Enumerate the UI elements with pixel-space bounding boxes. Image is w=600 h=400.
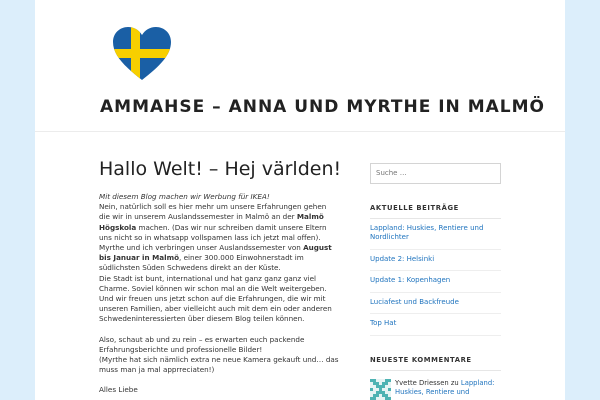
post-text: Also, schaut ab und zu rein – es erwarten euch packende Erfahrungsberichte und professionelle Bilder! <box>99 334 305 354</box>
recent-post-link[interactable]: Top Hat <box>370 319 397 327</box>
post-text: Myrthe und ich verbringen unser Auslandssemester von <box>99 243 304 253</box>
post-text: Nein, natürlich soll es hier mehr um unsere Erfahrungen gehen die wir in unserem Auslandssemester in Malmö an der <box>99 202 327 222</box>
recent-post-item <box>370 293 501 315</box>
post-text: (Myrthe hat sich nämlich extra ne neue Kamera gekauft und… das muss man ja mal apprreciaten!) <box>99 355 339 375</box>
recent-post-link[interactable]: Lappland: Huskies, Rentiere und Nordlichter <box>370 223 484 241</box>
sidebar <box>370 160 501 400</box>
comment-connector: zu <box>448 378 461 387</box>
recent-comment <box>370 379 501 400</box>
post-paragraph <box>99 385 339 395</box>
post-text: machen. (Das wir nur schreiben damit unsere Eltern uns nicht so in whatsapp vollspamen lass ich jetzt mal offen). <box>99 222 327 242</box>
post-intro: Mit diesem Blog machen wir Werbung für IKEA! <box>99 192 270 201</box>
post-paragraph <box>99 335 339 376</box>
recent-post-link[interactable]: Update 2: Helsinki <box>370 254 435 263</box>
post-title[interactable]: Hallo Welt! – Hej världen! <box>99 158 342 180</box>
post-text: Alles Liebe <box>99 385 138 395</box>
comment-text <box>395 379 501 398</box>
post-body <box>99 192 339 396</box>
post-text-bold: Malmö Högskola <box>99 212 324 232</box>
recent-post-link[interactable]: Update 1: Kopenhagen <box>370 276 451 284</box>
main-content <box>99 158 342 400</box>
recent-posts-list <box>370 219 501 336</box>
recent-posts-title: AKTUELLE BEITRÄGE <box>370 204 501 219</box>
comment-post-link[interactable]: Lappland: Huskies, Rentiere und <box>395 378 495 396</box>
site-title[interactable]: AMMAHSE – ANNA UND MYRTHE IN MALMÖ <box>100 97 545 117</box>
post-text: Die Stadt ist bunt, international und hat ganz ganz ganz viel Charme. Soviel können wir schon mal an die Welt weitergeben. Und wir freuen uns jetzt schon auf die Erfahrungen, die wir mit unseren Familien, aber vielleicht auch mit dem ein oder anderen Schwedeninteressierten über diesem Blog teilen können. <box>99 273 332 324</box>
site-header <box>35 0 565 132</box>
post-text: , einer 300.000 Einwohnerstadt im südlichsten Süden Schwedens direkt an der Küste. <box>99 253 304 273</box>
recent-post-item <box>370 219 501 250</box>
comment-author: Yvette Driessen <box>395 378 449 387</box>
recent-post-item <box>370 271 501 293</box>
avatar[interactable] <box>370 379 391 400</box>
post-text-bold: August bis Januar in Malmö <box>99 243 332 263</box>
recent-post-link[interactable]: Luciafest und Backfreude <box>370 297 459 306</box>
recent-post-item <box>370 250 501 272</box>
recent-post-item <box>370 314 501 336</box>
post-paragraph <box>99 192 339 325</box>
swedish-flag-heart-icon[interactable] <box>112 26 172 82</box>
search-input[interactable] <box>370 163 501 184</box>
page <box>35 0 565 400</box>
recent-comments-title: NEUESTE KOMMENTARE <box>370 356 501 371</box>
